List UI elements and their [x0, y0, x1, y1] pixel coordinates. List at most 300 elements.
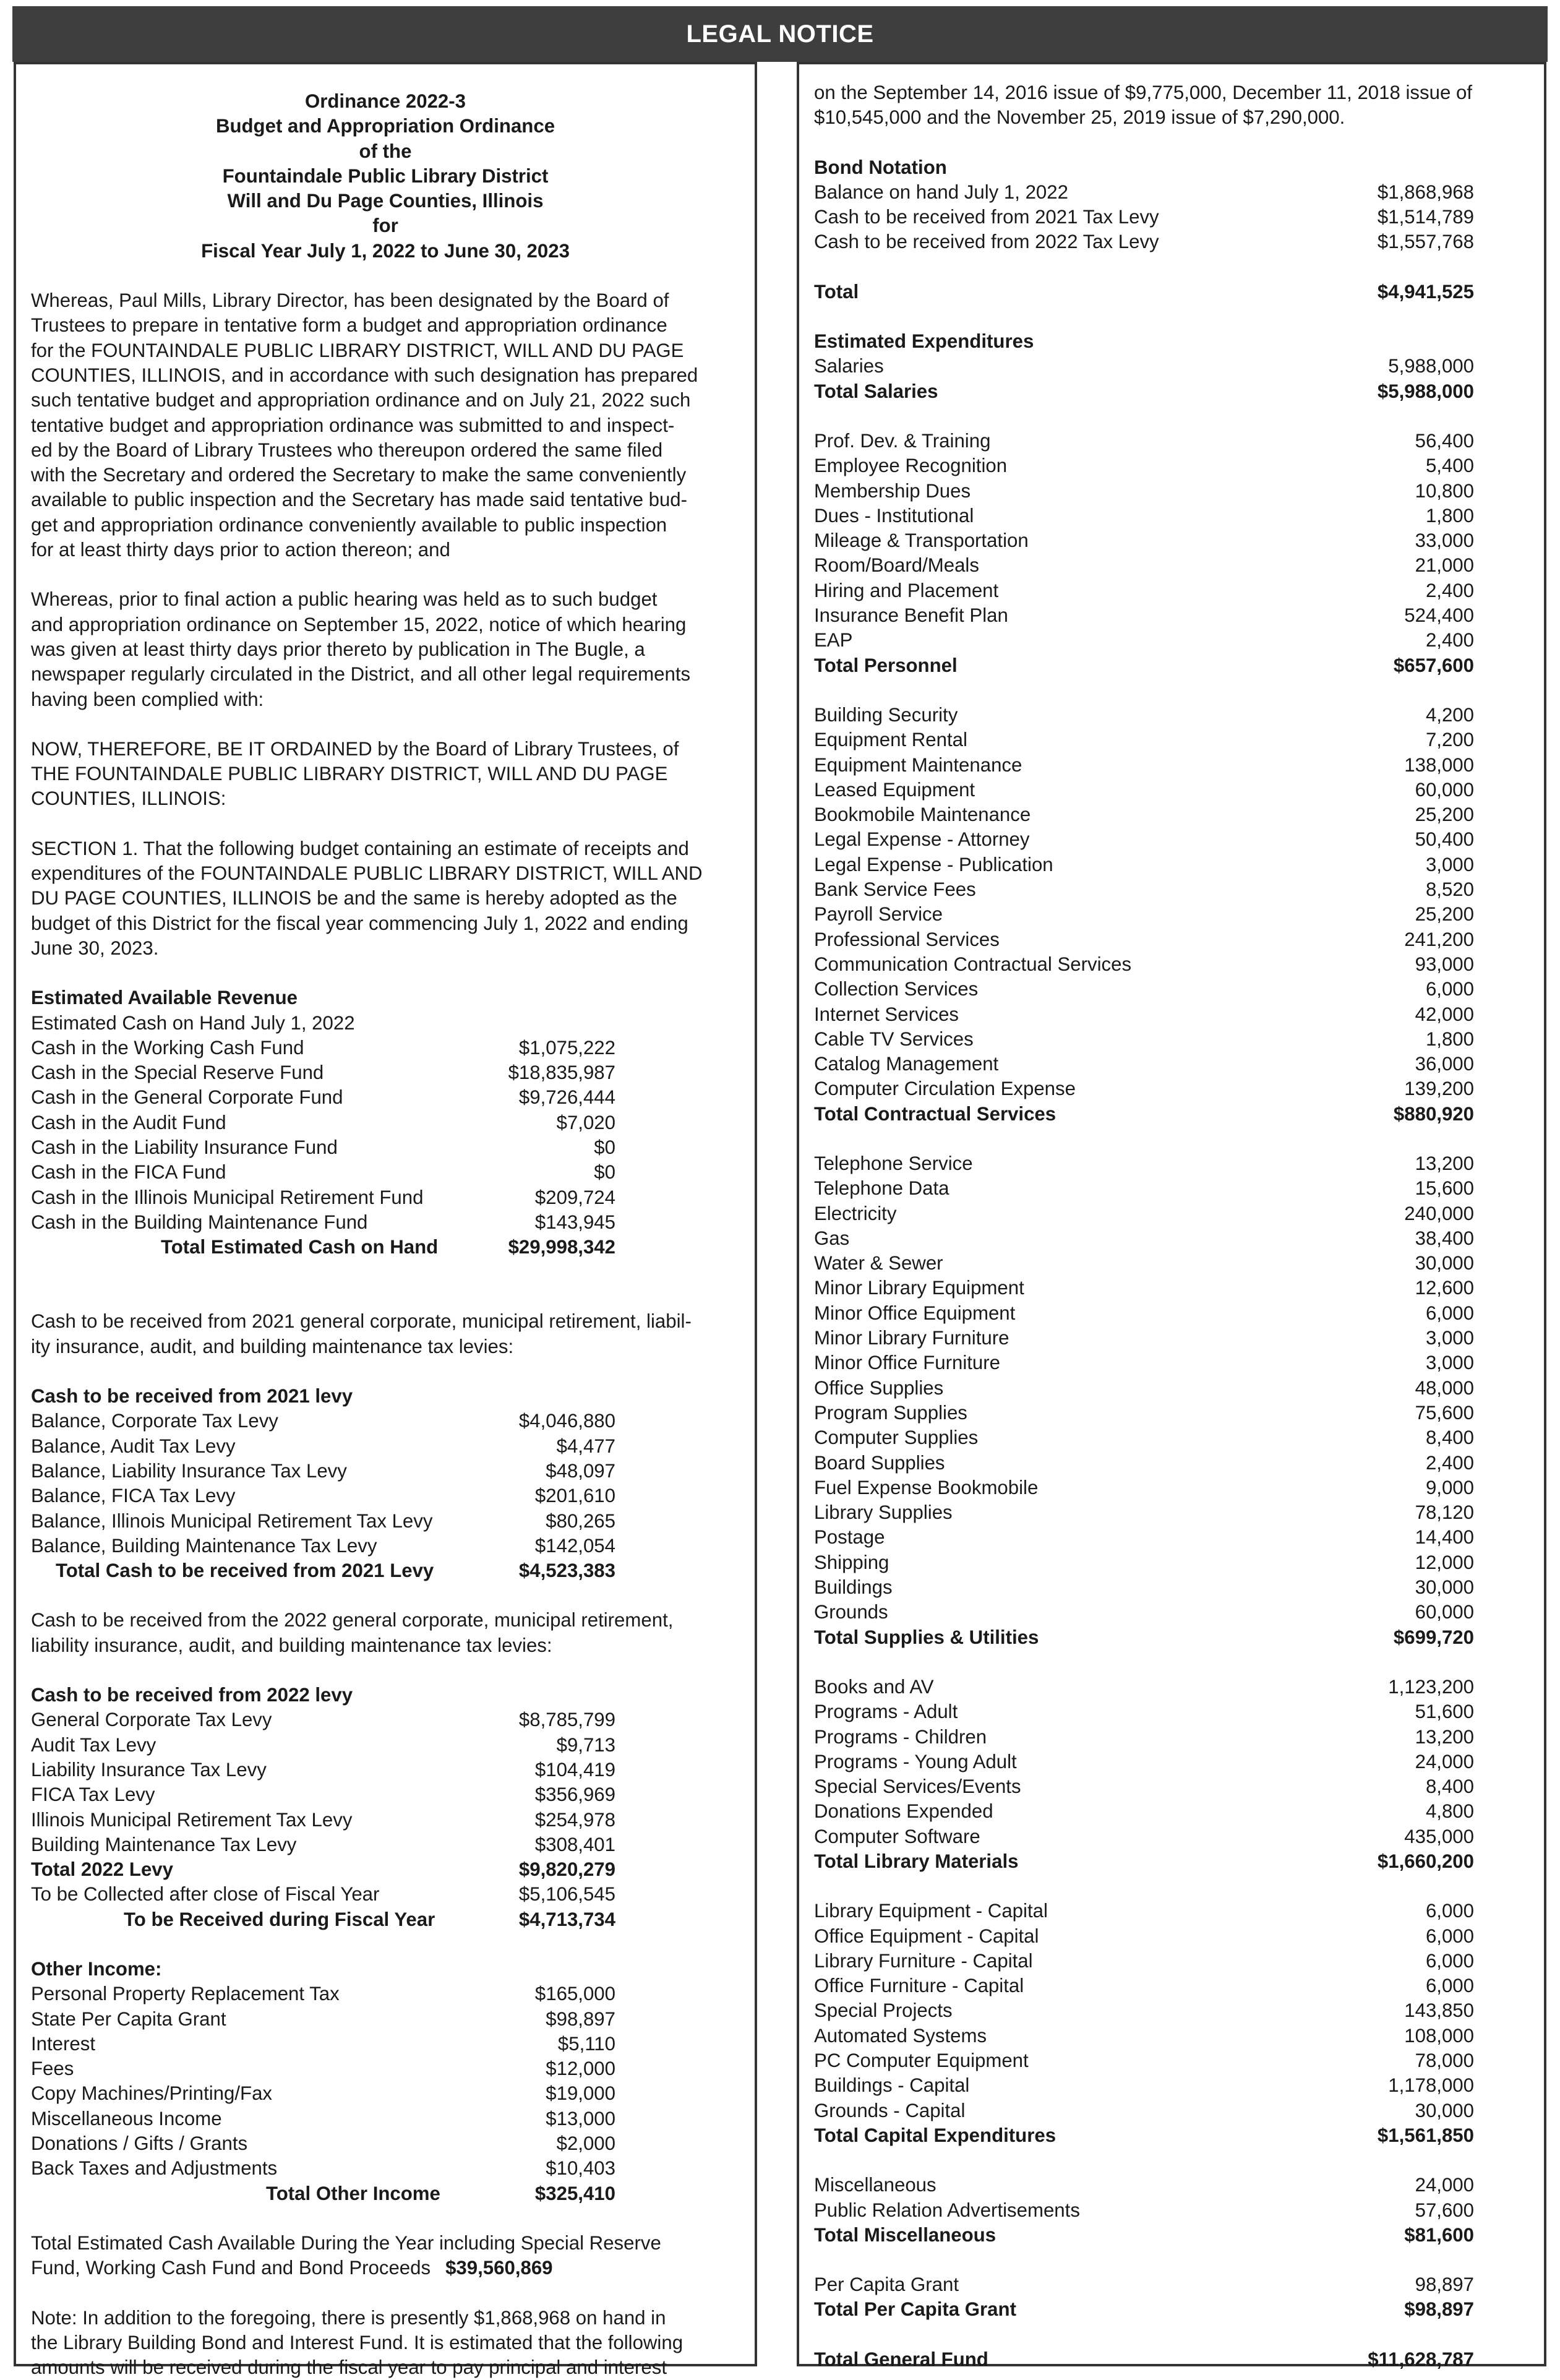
expense-row-label: Water & Sewer: [814, 1252, 943, 1274]
line-item-row-label: FICA Tax Levy: [31, 1784, 155, 1806]
expense-row-label: Gas: [814, 1227, 850, 1249]
line-item-row-amount: $9,726,444: [518, 1086, 615, 1109]
line-item-row-amount: $2,000: [556, 2133, 615, 2155]
line-item-row: [31, 1060, 615, 1085]
expense-total-row-label: Total Supplies & Utilities: [814, 1626, 1039, 1648]
levy-2022-title: Cash to be received from 2022 levy: [31, 1684, 353, 1706]
expense-row-label: Insurance Benefit Plan: [814, 604, 1008, 627]
expense-row: [814, 802, 1474, 827]
right-column: [797, 62, 1546, 2370]
expenditure-group: [814, 1127, 1529, 1650]
line-item-row-label: Balance, Audit Tax Levy: [31, 1435, 236, 1457]
expense-row-label: Communication Contractual Services: [814, 953, 1132, 975]
total-available-amount: $39,560,869: [445, 2257, 553, 2279]
expense-total-row-label: Total Per Capita Grant: [814, 2298, 1016, 2321]
total-available-text: Fund, Working Cash Fund and Bond Proceeds: [31, 2257, 431, 2279]
expense-row: [814, 603, 1474, 628]
text-line: NOW, THEREFORE, BE IT ORDAINED by the Board of Library Trustees, of: [31, 737, 679, 760]
expense-row-label: Bookmobile Maintenance: [814, 804, 1031, 826]
expense-row-label: Office Furniture - Capital: [814, 1975, 1024, 1997]
expense-row-label: Catalog Management: [814, 1053, 999, 1075]
ordinance-heading: [31, 89, 740, 264]
line-item-row-amount: $1,514,789: [1377, 206, 1474, 228]
expense-row-amount: 1,800: [1425, 504, 1474, 526]
expense-total-row: [814, 1102, 1474, 1127]
revenue-subtitle: Estimated Cash on Hand July 1, 2022: [31, 1012, 355, 1034]
other-income-total-amount: $325,410: [534, 2182, 615, 2204]
bond-total-label: Total: [814, 280, 859, 303]
expense-row: [814, 1226, 1474, 1251]
line-item-row: [31, 1185, 615, 1210]
text-line: get and appropriation ordinance conveniently available to public inspection: [31, 513, 667, 536]
expense-row-label: Postage: [814, 1526, 885, 1549]
levy-2022-items: [31, 1708, 740, 1857]
expense-row-label: Books and AV: [814, 1675, 934, 1698]
expense-row: [814, 1425, 1474, 1450]
text-line: and appropriation ordinance on September 15, 2022, notice of which hearing: [31, 613, 687, 635]
expense-row-amount: 57,600: [1415, 2199, 1474, 2221]
expense-row-amount: 56,400: [1415, 429, 1474, 452]
expense-row-amount: 4,200: [1425, 703, 1474, 726]
expense-row: [814, 504, 1474, 528]
line-item-row: [31, 2007, 615, 2032]
line-item-row-amount: $5,110: [557, 2032, 615, 2055]
expense-total-row-amount: $1,561,850: [1377, 2124, 1474, 2146]
text-line: ed by the Board of Library Trustees who thereupon ordered the same filed: [31, 439, 663, 461]
expense-row: [814, 1974, 1474, 1998]
text-line: COUNTIES, ILLINOIS:: [31, 788, 226, 810]
expense-row-amount: 6,000: [1425, 1925, 1474, 1947]
expense-total-row: [814, 1625, 1474, 1650]
line-item-row-amount: $13,000: [546, 2107, 615, 2129]
levy-2022-after-close-label: To be Collected after close of Fiscal Year: [31, 1883, 380, 1905]
expense-row: [814, 1002, 1474, 1027]
text-line: such tentative budget and appropriation ordinance and on July 21, 2022 such: [31, 389, 691, 411]
expense-row-amount: 33,000: [1415, 530, 1474, 552]
expense-row: [814, 1600, 1474, 1625]
expense-row-label: Shipping: [814, 1551, 889, 1573]
line-item-row: [31, 1832, 615, 1857]
expense-total-row-amount: $657,600: [1393, 654, 1474, 676]
expenditure-group: [814, 1650, 1529, 1874]
expense-row-amount: 138,000: [1404, 754, 1474, 776]
expense-row-amount: 241,200: [1404, 928, 1474, 950]
expense-row-amount: 5,988,000: [1388, 355, 1474, 377]
line-item-row: [31, 1484, 615, 1508]
other-income-title: Other Income:: [31, 1958, 162, 1980]
expense-row-amount: 75,600: [1415, 1401, 1474, 1424]
expenditures-title: Estimated Expenditures: [814, 330, 1034, 353]
expense-row-amount: 78,000: [1415, 2050, 1474, 2072]
text-line: for the FOUNTAINDALE PUBLIC LIBRARY DISTRICT, WILL AND DU PAGE: [31, 339, 684, 361]
expense-row-label: Minor Library Furniture: [814, 1327, 1009, 1349]
note-paragraph: [31, 2306, 740, 2380]
expense-row: [814, 952, 1474, 977]
expense-row: [814, 1500, 1474, 1525]
expense-total-row-amount: $1,660,200: [1377, 1850, 1474, 1872]
line-item-row-amount: $0: [594, 1136, 615, 1158]
expense-row: [814, 1376, 1474, 1401]
expense-row-amount: 139,200: [1404, 1078, 1474, 1100]
levy-2022-total-amount: $9,820,279: [518, 1858, 615, 1881]
total-available-line-2: [31, 2256, 740, 2280]
expense-row-amount: 6,000: [1425, 1900, 1474, 1922]
expense-row-amount: 50,400: [1415, 828, 1474, 851]
line-item-row-amount: $209,724: [534, 1186, 615, 1208]
expense-row: [814, 1151, 1474, 1176]
line-item-row-amount: $1,868,968: [1377, 181, 1474, 203]
expense-total-row: [814, 2297, 1474, 2322]
levy-2022-after-close-row: [31, 1882, 615, 1907]
line-item-row-amount: $7,020: [556, 1111, 615, 1133]
expense-row-label: Board Supplies: [814, 1451, 945, 1474]
expense-row-amount: 6,000: [1425, 1302, 1474, 1324]
levy-2022-after-close-amount: $5,106,545: [518, 1883, 615, 1905]
line-item-row-amount: $308,401: [534, 1833, 615, 1855]
expense-row-amount: 14,400: [1415, 1526, 1474, 1549]
expense-row-amount: 36,000: [1415, 1053, 1474, 1075]
expense-row: [814, 1949, 1474, 1974]
grand-total-amount: $11,628,787: [1368, 2348, 1474, 2370]
other-income-items: [31, 1982, 740, 2181]
expense-row-amount: 25,200: [1415, 804, 1474, 826]
expense-row-amount: 21,000: [1415, 554, 1474, 577]
expense-row: [814, 1725, 1474, 1750]
expense-row: [814, 429, 1474, 453]
line-item-row: [31, 1459, 615, 1484]
expense-row-amount: 2,400: [1425, 579, 1474, 601]
expense-row: [814, 778, 1474, 802]
expense-row-label: Grounds: [814, 1601, 888, 1623]
revenue-total-label: Total Estimated Cash on Hand: [161, 1236, 439, 1258]
line-item-row: [31, 1708, 615, 1732]
expense-row-amount: 25,200: [1415, 903, 1474, 926]
expense-row: [814, 1027, 1474, 1052]
text-line: was given at least thirty days prior thereto by publication in The Bugle, a: [31, 638, 645, 660]
expense-row-label: Room/Board/Meals: [814, 554, 979, 577]
expense-row-label: Library Supplies: [814, 1501, 953, 1524]
line-item-row-amount: $4,046,880: [518, 1410, 615, 1432]
revenue-title: Estimated Available Revenue: [31, 987, 298, 1009]
line-item-row-label: Balance on hand July 1, 2022: [814, 181, 1068, 203]
expense-row-label: Miscellaneous: [814, 2174, 936, 2196]
expense-row-amount: 3,000: [1425, 1327, 1474, 1349]
line-item-row-amount: $1,075,222: [518, 1036, 615, 1059]
line-item-row-label: Back Taxes and Adjustments: [31, 2157, 278, 2180]
expense-row: [814, 628, 1474, 653]
line-item-row-label: Cash to be received from 2021 Tax Levy: [814, 206, 1159, 228]
line-item-row-amount: $0: [594, 1161, 615, 1184]
expense-row-amount: 6,000: [1425, 978, 1474, 1000]
expense-row-amount: 12,600: [1415, 1277, 1474, 1299]
expense-total-row-amount: $5,988,000: [1377, 380, 1474, 402]
expense-row-label: Collection Services: [814, 978, 979, 1000]
expense-row-label: Membership Dues: [814, 479, 971, 502]
expense-row: [814, 1251, 1474, 1276]
expense-row-label: Grounds - Capital: [814, 2099, 966, 2121]
expense-row-amount: 30,000: [1415, 1576, 1474, 1599]
line-item-row-amount: $19,000: [546, 2082, 615, 2105]
expense-row-label: Computer Supplies: [814, 1427, 979, 1449]
revenue-total-row: [31, 1235, 615, 1260]
line-item-row: [31, 1160, 615, 1185]
line-item-row: [31, 1409, 615, 1433]
line-item-row-label: Personal Property Replacement Tax: [31, 1983, 340, 2005]
expense-row: [814, 927, 1474, 952]
expense-row-label: Salaries: [814, 355, 884, 377]
line-item-row-amount: $4,477: [556, 1435, 615, 1457]
expense-row-amount: 1,178,000: [1388, 2074, 1474, 2097]
expense-row-label: Electricity: [814, 1202, 897, 1224]
expense-row-amount: 78,120: [1415, 1501, 1474, 1524]
line-item-row-label: Liability Insurance Tax Levy: [31, 1758, 267, 1781]
expense-row-amount: 13,200: [1415, 1725, 1474, 1748]
expenditure-group: [814, 1874, 1529, 2148]
expense-row: [814, 1550, 1474, 1575]
levy-2022-received-row: [31, 1907, 615, 1932]
expense-row-label: Donations Expended: [814, 1800, 993, 1823]
line-item-row-amount: $254,978: [534, 1808, 615, 1831]
line-item-row: [31, 1982, 615, 2006]
expense-row-label: Cable TV Services: [814, 1028, 974, 1050]
grand-total-row: [814, 2347, 1474, 2372]
expenditure-group: [814, 2148, 1529, 2248]
expense-row: [814, 1924, 1474, 1949]
expense-row: [814, 1525, 1474, 1550]
line-item-row: [814, 205, 1474, 230]
line-item-row: [814, 180, 1474, 205]
note-continuation: [814, 80, 1529, 131]
expense-row-label: Office Equipment - Capital: [814, 1925, 1039, 1947]
expense-row-amount: 3,000: [1425, 853, 1474, 875]
line-item-row-label: Cash in the Working Cash Fund: [31, 1036, 304, 1059]
levy-2021-total-row: [31, 1558, 615, 1583]
expense-row-label: Automated Systems: [814, 2024, 987, 2047]
expense-row-label: Building Security: [814, 703, 958, 726]
left-column: [14, 62, 757, 2379]
expense-row-label: Public Relation Advertisements: [814, 2199, 1080, 2221]
expense-row-label: Office Supplies: [814, 1377, 944, 1399]
expense-row-amount: 8,400: [1425, 1776, 1474, 1798]
line-item-row-amount: $143,945: [534, 1211, 615, 1233]
expense-total-row-amount: $699,720: [1393, 1626, 1474, 1648]
line-item-row-amount: $165,000: [534, 1983, 615, 2005]
text-line: the Library Building Bond and Interest Fund. It is estimated that the following: [31, 2331, 684, 2353]
line-item-row-label: Cash in the Illinois Municipal Retirement Fund: [31, 1186, 424, 1208]
expense-row-label: Minor Library Equipment: [814, 1277, 1024, 1299]
expense-row: [814, 827, 1474, 852]
banner-title: LEGAL NOTICE: [686, 20, 874, 48]
line-item-row-amount: $142,054: [534, 1534, 615, 1557]
text-line: ity insurance, audit, and building maintenance tax levies:: [31, 1335, 514, 1357]
expense-row: [814, 354, 1474, 379]
line-item-row: [31, 1534, 615, 1558]
line-item-row-label: Balance, Illinois Municipal Retirement Tax Levy: [31, 1510, 433, 1532]
expense-row-amount: 60,000: [1415, 778, 1474, 801]
expense-row: [814, 1201, 1474, 1226]
expense-row-amount: 42,000: [1415, 1003, 1474, 1025]
line-item-row-amount: $48,097: [546, 1459, 615, 1482]
expense-row-label: Legal Expense - Attorney: [814, 828, 1030, 851]
expense-row-amount: 4,800: [1425, 1800, 1474, 1823]
line-item-row-label: Audit Tax Levy: [31, 1733, 156, 1756]
expense-row-amount: 1,800: [1425, 1028, 1474, 1050]
bond-items: [814, 180, 1529, 255]
expense-row-label: Telephone Data: [814, 1177, 949, 1200]
line-item-row-amount: $98,897: [546, 2008, 615, 2030]
expense-row: [814, 1899, 1474, 1923]
expense-row-label: Employee Recognition: [814, 455, 1008, 477]
text-line: liability insurance, audit, and building maintenance tax levies:: [31, 1634, 552, 1656]
expense-row-amount: 13,200: [1415, 1152, 1474, 1174]
expense-row: [814, 1774, 1474, 1799]
levy-2021-items: [31, 1409, 740, 1558]
expense-row: [814, 528, 1474, 553]
expense-row: [814, 877, 1474, 902]
expense-row-amount: 1,123,200: [1388, 1675, 1474, 1698]
expense-row-amount: 30,000: [1415, 2099, 1474, 2121]
revenue-items: [31, 1036, 740, 1235]
other-income-total-label: Total Other Income: [266, 2182, 440, 2204]
line-item-row: [31, 2131, 615, 2156]
line-item-row: [31, 2056, 615, 2081]
expense-total-row-amount: $98,897: [1404, 2298, 1474, 2321]
bond-total-amount: $4,941,525: [1377, 280, 1474, 303]
expense-row: [814, 977, 1474, 1002]
expense-row-label: Hiring and Placement: [814, 579, 999, 601]
expense-row-label: Minor Office Furniture: [814, 1352, 1001, 1374]
expense-total-row-label: Total Personnel: [814, 654, 958, 676]
expense-row-label: Special Projects: [814, 2000, 953, 2022]
line-item-row-amount: $1,557,768: [1377, 231, 1474, 253]
expense-row: [814, 2099, 1474, 2123]
line-item-row-amount: $8,785,799: [518, 1709, 615, 1731]
expense-row-label: Equipment Maintenance: [814, 754, 1022, 776]
line-item-row-label: Cash to be received from 2022 Tax Levy: [814, 231, 1159, 253]
line-item-row-label: Miscellaneous Income: [31, 2107, 222, 2129]
expense-row: [814, 2073, 1474, 2098]
expense-total-row: [814, 379, 1474, 404]
line-item-row: [31, 2156, 615, 2181]
expense-row-amount: 10,800: [1415, 479, 1474, 502]
expense-row: [814, 1301, 1474, 1326]
line-item-row: [31, 1135, 615, 1160]
expense-row-label: Programs - Young Adult: [814, 1750, 1017, 1772]
expenditure-group: [814, 678, 1529, 1127]
expense-row: [814, 902, 1474, 927]
line-item-row-amount: $9,713: [556, 1733, 615, 1756]
levy-2022-total-row: [31, 1857, 615, 1882]
line-item-row-label: Donations / Gifts / Grants: [31, 2133, 248, 2155]
expense-row: [814, 703, 1474, 728]
expense-total-row-label: Total Library Materials: [814, 1850, 1019, 1872]
expense-row: [814, 479, 1474, 504]
text-line: having been complied with:: [31, 688, 264, 710]
expense-row-label: Mileage & Transportation: [814, 530, 1029, 552]
expense-row-amount: 7,200: [1425, 729, 1474, 751]
line-item-row-label: Copy Machines/Printing/Fax: [31, 2082, 273, 2105]
line-item-row-amount: $356,969: [534, 1784, 615, 1806]
line-item-row-amount: $80,265: [546, 1510, 615, 1532]
expense-row: [814, 1476, 1474, 1500]
line-item-row: [31, 1758, 615, 1782]
heading-line: Ordinance 2022-3: [304, 90, 466, 112]
expense-row-label: Dues - Institutional: [814, 504, 974, 526]
levy-2021-total-amount: $4,523,383: [518, 1560, 615, 1582]
expense-total-row-label: Total Contractual Services: [814, 1102, 1056, 1125]
expense-row-amount: 9,000: [1425, 1476, 1474, 1498]
expense-row: [814, 453, 1474, 478]
line-item-row: [31, 1085, 615, 1110]
line-item-row: [31, 1733, 615, 1758]
expense-row-label: Leased Equipment: [814, 778, 975, 801]
expense-row-label: Legal Expense - Publication: [814, 853, 1053, 875]
text-line: available to public inspection and the Secretary has made said tentative bud-: [31, 489, 688, 511]
heading-line: Budget and Appropriation Ordinance: [215, 115, 555, 137]
line-item-row-amount: $104,419: [534, 1758, 615, 1781]
expense-row: [814, 1326, 1474, 1351]
expense-total-row-amount: $880,920: [1393, 1102, 1474, 1125]
line-item-row: [31, 2107, 615, 2131]
heading-line: Will and Du Page Counties, Illinois: [227, 190, 544, 212]
total-available-paragraph: [31, 2231, 740, 2281]
line-item-row-amount: $201,610: [534, 1485, 615, 1507]
expense-row: [814, 2272, 1474, 2297]
text-line: Cash to be received from the 2022 general corporate, municipal retirement,: [31, 1609, 674, 1631]
expense-row: [814, 1824, 1474, 1849]
expense-row: [814, 2024, 1474, 2048]
expense-row-amount: 98,897: [1415, 2274, 1474, 2296]
expense-row: [814, 1799, 1474, 1824]
line-item-row-label: Balance, Building Maintenance Tax Levy: [31, 1534, 377, 1557]
text-line: Cash to be received from 2021 general corporate, municipal retirement, liabil-: [31, 1310, 692, 1333]
text-line: Whereas, prior to final action a public hearing was held as to such budget: [31, 588, 658, 611]
expense-row-amount: 3,000: [1425, 1352, 1474, 1374]
line-item-row-label: Cash in the Audit Fund: [31, 1111, 226, 1133]
expenditure-group: [814, 2248, 1529, 2322]
text-line: Trustees to prepare in tentative form a budget and appropriation ordinance: [31, 314, 667, 337]
text-line: June 30, 2023.: [31, 937, 159, 959]
expense-row-label: Equipment Rental: [814, 729, 967, 751]
line-item-row-amount: $18,835,987: [508, 1062, 615, 1084]
expense-row: [814, 1699, 1474, 1724]
text-line: SECTION 1. That the following budget containing an estimate of receipts and: [31, 837, 689, 859]
expense-total-row: [814, 2123, 1474, 2148]
expense-row-label: Telephone Service: [814, 1152, 973, 1174]
line-item-row: [814, 230, 1474, 254]
expense-row-amount: 48,000: [1415, 1377, 1474, 1399]
expense-row: [814, 2198, 1474, 2223]
expense-total-row-label: Total Capital Expenditures: [814, 2124, 1056, 2146]
expense-row: [814, 2048, 1474, 2073]
expense-row-label: Buildings: [814, 1576, 893, 1599]
expense-row-amount: 93,000: [1415, 953, 1474, 975]
text-line: THE FOUNTAINDALE PUBLIC LIBRARY DISTRICT, WILL AND DU PAGE: [31, 763, 668, 785]
text-line: $10,545,000 and the November 25, 2019 issue of $7,290,000.: [814, 106, 1345, 129]
line-item-row: [31, 1808, 615, 1832]
expense-row: [814, 1276, 1474, 1300]
line-item-row-amount: $12,000: [546, 2058, 615, 2080]
section-1-paragraph: [31, 836, 740, 961]
expense-row-label: Per Capita Grant: [814, 2274, 959, 2296]
expense-row-amount: 8,400: [1425, 1427, 1474, 1449]
expense-row: [814, 1998, 1474, 2023]
expense-row: [814, 1401, 1474, 1425]
expense-row-label: Internet Services: [814, 1003, 959, 1025]
expense-row-label: Payroll Service: [814, 903, 943, 926]
legal-notice-banner: [12, 6, 1548, 62]
heading-line: Fiscal Year July 1, 2022 to June 30, 2023: [201, 239, 570, 262]
